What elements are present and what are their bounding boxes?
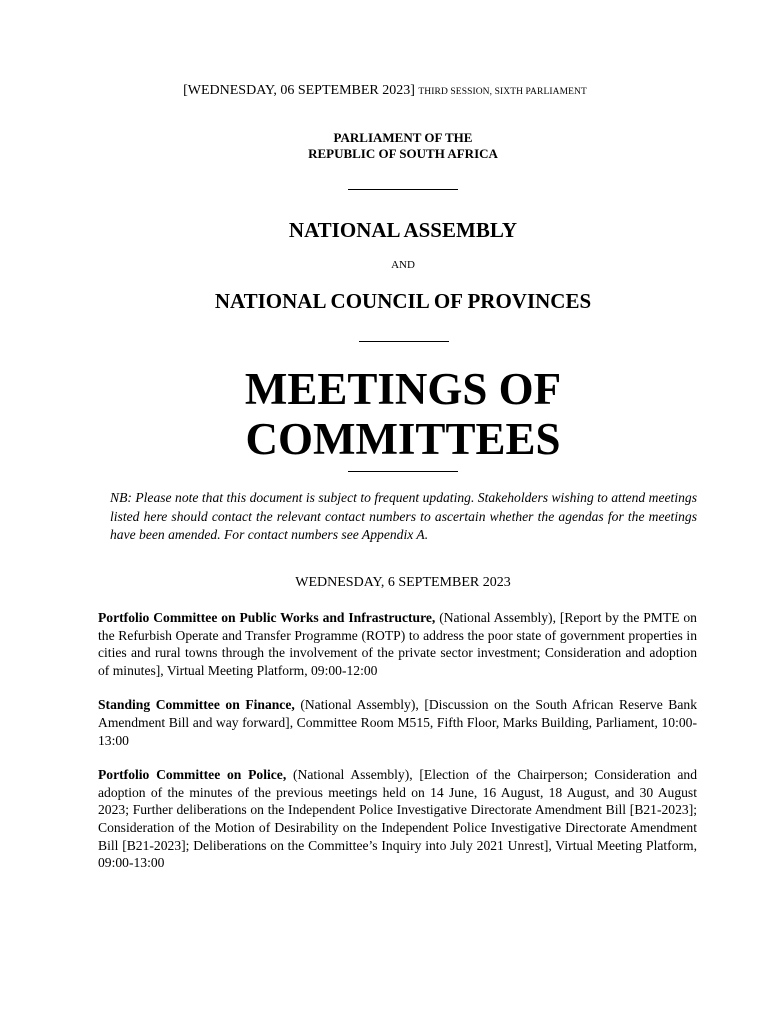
meeting-details: (National Assembly), [Report by the PMTE on the Refurbish Operate and Transfer Programme (ROTP) to address the poor state of government properties in cities and rural towns through the involvement of the private sector investment; Consideration and adoption of minutes], Virtual Meeting Platform, 09:00-12:00 [98,610,697,678]
nb-note: NB: Please note that this document is subject to frequent updating. Stakeholders wishing to attend meetings listed here should contact the relevant contact numbers to ascertain whether the agendas for the meetings have been amended. For contact numbers see Appendix A. [110,490,697,542]
committee-name: Portfolio Committee on Public Works and Infrastructure, [98,610,436,625]
and-conjunction: AND [391,259,415,271]
divider-rule [348,471,458,472]
committee-name: Portfolio Committee on Police, [98,767,287,783]
divider-rule [348,189,458,190]
parliament-heading [0,130,770,162]
meeting-details: (National Assembly), [Discussion on the South African Reserve Bank Amendment Bill and way forward], Committee Room M515, Fifth Floor, Marks Building, Parliament, 10:00-13:00 [98,697,698,748]
page-header [0,83,770,100]
header-session: THIRD SESSION, SIXTH PARLIAMENT [418,87,587,97]
meetings-list [98,609,697,889]
divider-rule [359,341,449,342]
meeting-details: (National Assembly), [Election of the Chairperson; Consideration and adoption of the minutes of the previous meetings held on 14 June, 16 August, 18 August, and 30 August 2023; Further deliberations on the Independent Police Investigative Directorate Amendment Bill [B21-2023]; Consideration of the Motion of Desirability on the Independent Police Investigative Directorate Amendment Bill [B21-2023]; Deliberations on the Committee’s Inquiry into July 2021 Unrest], Virtual Meeting Platform, 09:00-13:00 [98,767,698,871]
day-heading: WEDNESDAY, 6 SEPTEMBER 2023 [295,575,511,590]
header-date: [WEDNESDAY, 06 SEPTEMBER 2023] [183,83,415,98]
national-assembly-heading: NATIONAL ASSEMBLY [288,218,518,242]
parliament-line-2: REPUBLIC OF SOUTH AFRICA [308,146,498,161]
meeting-entry [98,696,697,749]
meeting-entry [98,766,697,872]
document-title [0,364,770,464]
parliament-line-1: PARLIAMENT OF THE [333,130,473,145]
document-title-line-1: MEETINGS OF [244,364,562,414]
committee-name: Standing Committee on Finance, [98,697,295,713]
document-title-line-2: COMMITTEES [245,414,561,464]
meeting-entry [98,609,697,679]
ncop-heading: NATIONAL COUNCIL OF PROVINCES [214,289,592,313]
